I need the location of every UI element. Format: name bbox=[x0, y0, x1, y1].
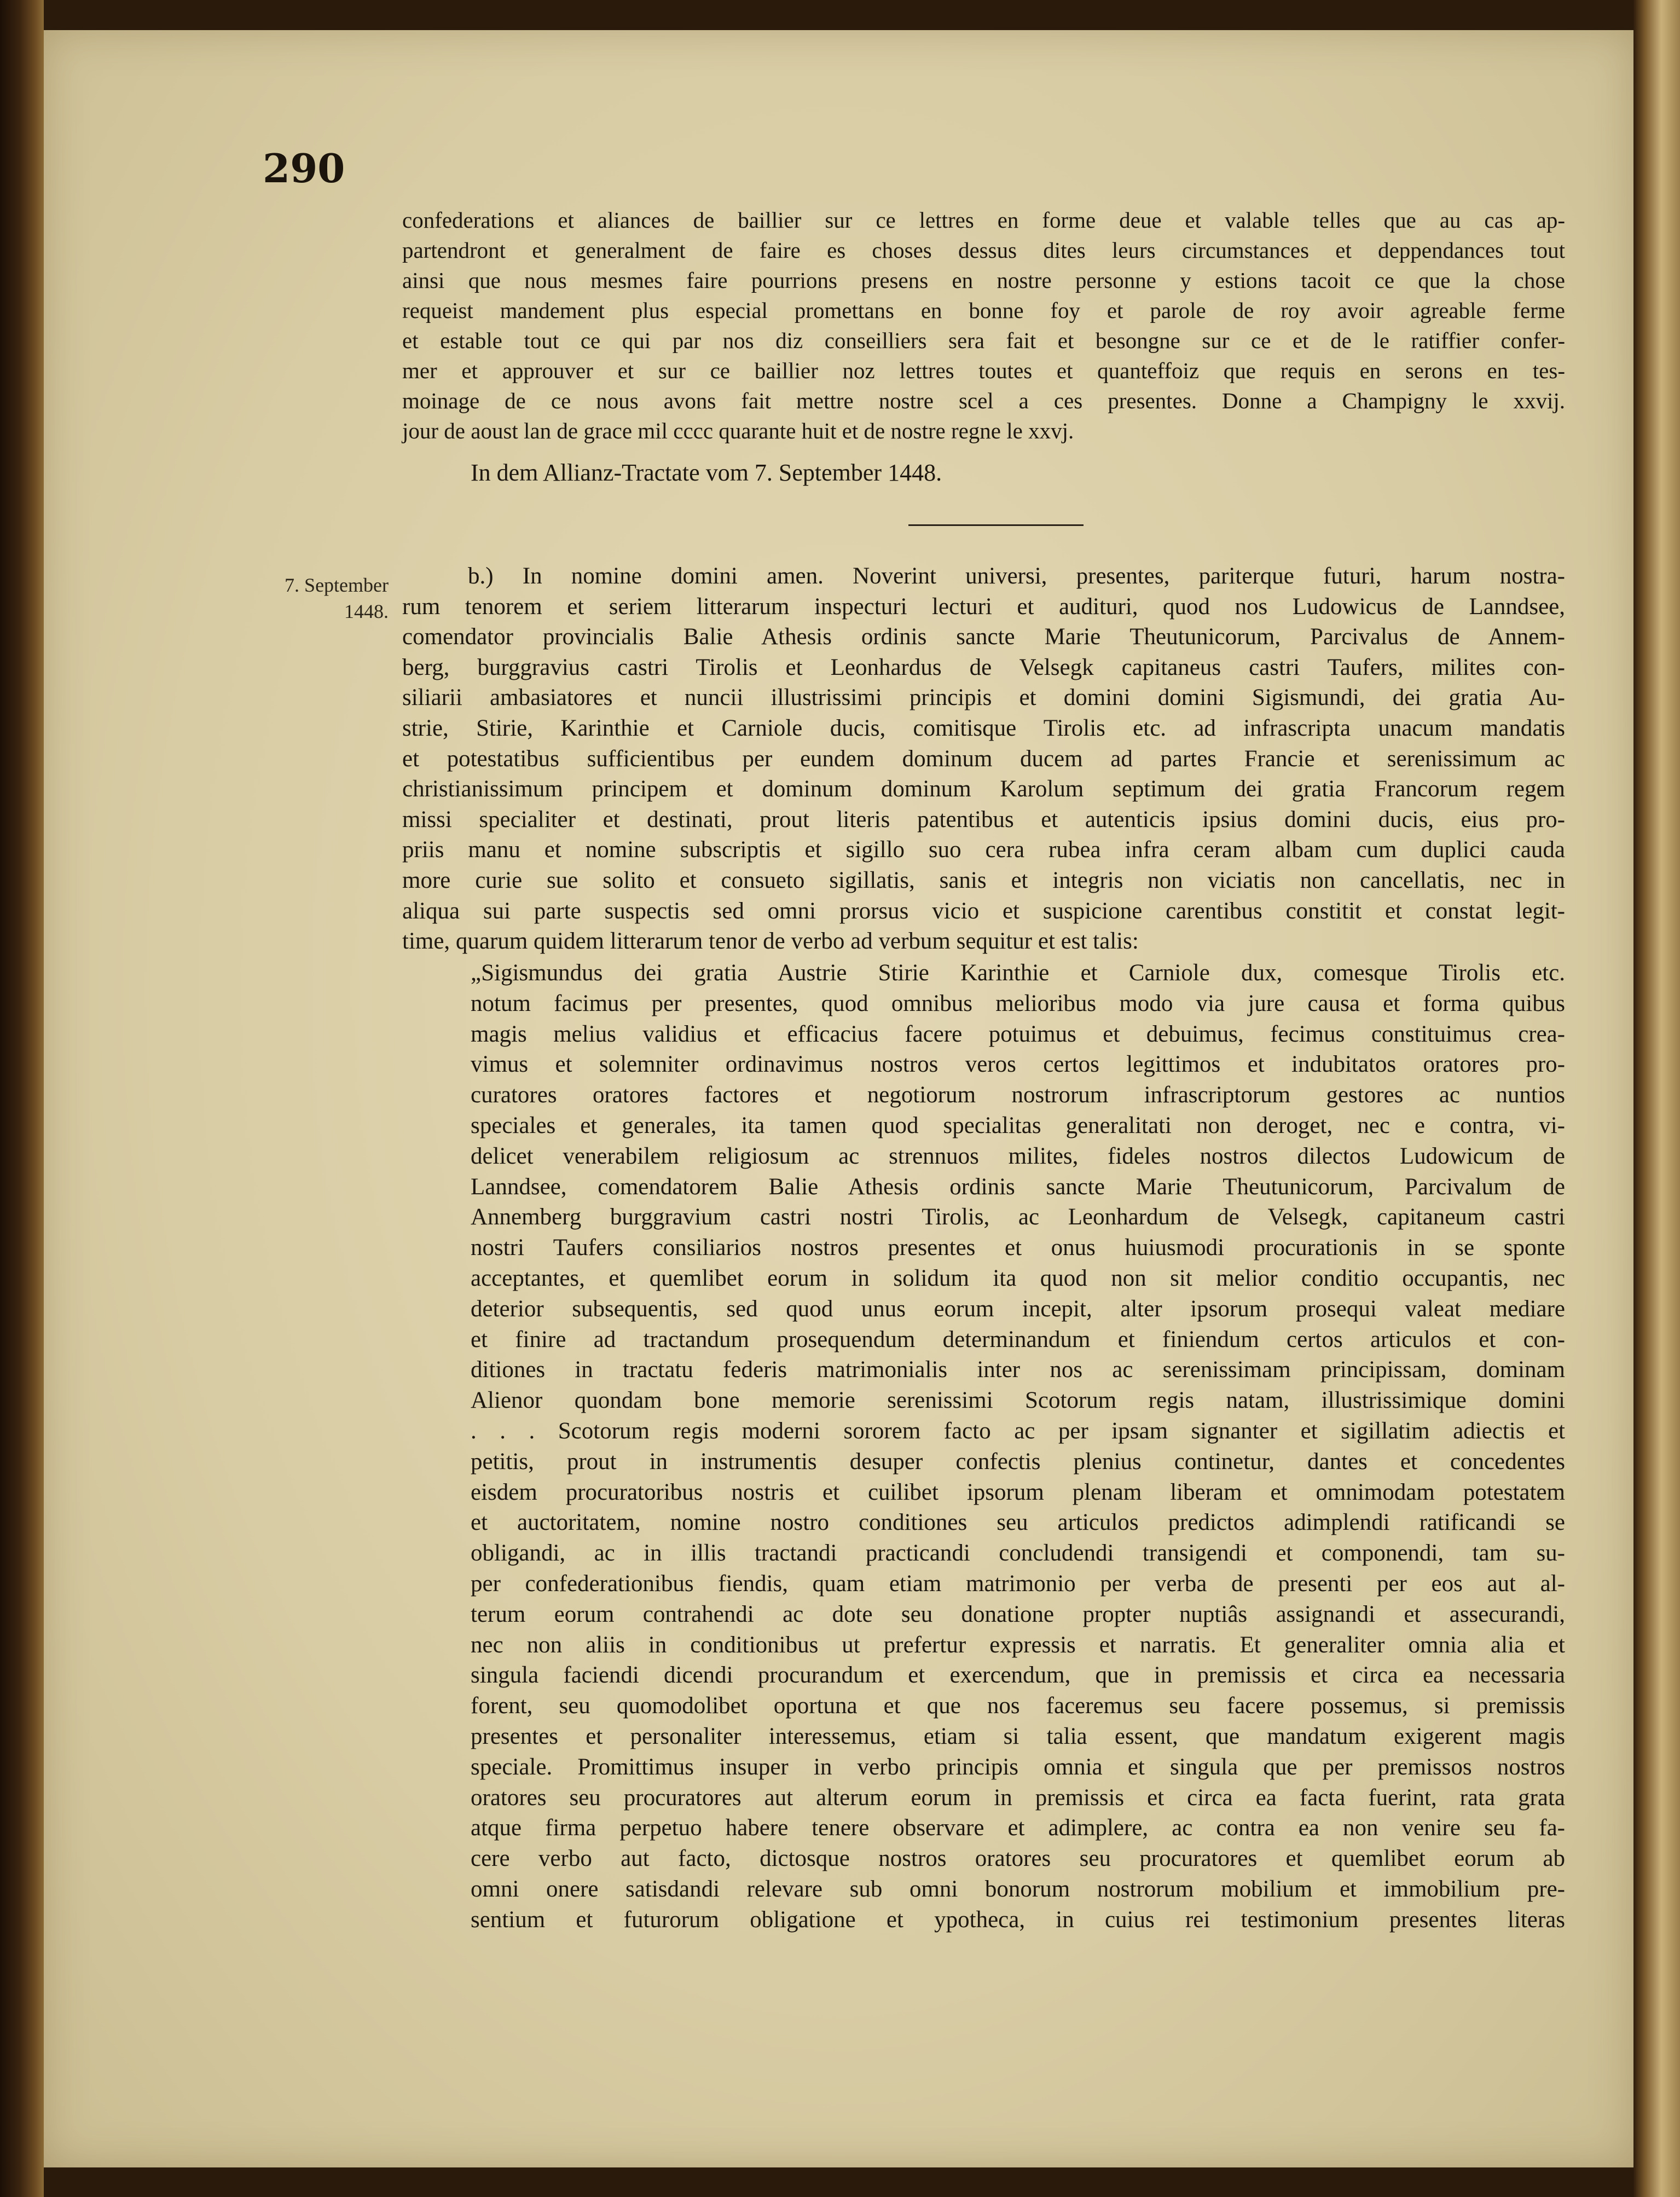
text-line: more curie sue solito et consueto sigillatis, sanis et integris non viciatis non cancellatis, nec in bbox=[402, 867, 1565, 893]
text-line: notum facimus per presentes, quod omnibus melioribus modo via jure causa et forma quibus bbox=[471, 990, 1565, 1016]
text-line: omni onere satisdandi relevare sub omni bonorum nostrorum mobilium et immobilium pre- bbox=[471, 1876, 1565, 1902]
text-line: Annemberg burggravium castri nostri Tirolis, ac Leonhardum de Velsegk, capitaneum castri bbox=[471, 1204, 1565, 1230]
text-line: et auctoritatem, nomine nostro conditiones seu articulos predictos adimplendi ratificandi se bbox=[471, 1510, 1565, 1536]
text-line: sentium et futurorum obligatione et ypotheca, in cuius rei testimonium presentes literas bbox=[471, 1906, 1565, 1933]
text-line: partendront et generalment de faire es choses dessus dites leurs circumstances et deppendances tout bbox=[402, 238, 1565, 263]
text-line: terum eorum contrahendi ac dote seu donatione propter nuptiâs assignandi et assecurandi, bbox=[471, 1601, 1565, 1627]
text-line: rum tenorem et seriem litterarum inspecturi lecturi et audituri, quod nos Ludowicus de Lanndsee, bbox=[402, 593, 1565, 620]
text-line: confederations et aliances de baillier sur ce lettres en forme deue et valable telles que au cas ap- bbox=[402, 207, 1565, 233]
text-line: ainsi que nous mesmes faire pourrions presens en nostre personne y estions tacoit ce que la chose bbox=[402, 268, 1565, 293]
text-line: moinage de ce nous avons fait mettre nostre scel a ces presentes. Donne a Champigny le xxvij. bbox=[402, 388, 1565, 413]
text-line: mer et approuver et sur ce baillier noz lettres toutes et quanteffoiz que requis en serons en tes- bbox=[402, 358, 1565, 383]
text-line: . . . Scotorum regis moderni sororem facto ac per ipsam signanter et sigillatim adiectis et bbox=[471, 1418, 1565, 1444]
book-page-edge-right bbox=[1633, 0, 1680, 2197]
quoted-mandate bbox=[471, 958, 1565, 1935]
text-line: „Sigismundus dei gratia Austrie Stirie Karinthie et Carniole dux, comesque Tirolis etc. bbox=[471, 960, 1565, 986]
book-spine-left bbox=[0, 0, 44, 2197]
text-line: deterior subsequentis, sed quod unus eorum incepit, alter ipsorum prosequi valeat mediare bbox=[471, 1296, 1565, 1322]
text-line: acceptantes, et quemlibet eorum in solidum ita quod non sit melior conditio occupantis, nec bbox=[471, 1265, 1565, 1291]
page-number: 290 bbox=[263, 145, 345, 192]
text-line: delicet venerabilem religiosum ac strennuos milites, fideles nostros dilectos Ludowicum de bbox=[471, 1143, 1565, 1169]
text-line: missi specialiter et destinati, prout literis patentibus et autenticis ipsius domini ducis, eius pro- bbox=[402, 806, 1565, 832]
paragraph-continued bbox=[402, 205, 1565, 446]
text-line: berg, burggravius castri Tirolis et Leonhardus de Velsegk capitaneus castri Taufers, milites con- bbox=[402, 654, 1565, 680]
text-line: et potestatibus sufficientibus per eundem dominum ducem ad partes Francie et serenissimum ac bbox=[402, 745, 1565, 772]
text-line: nostri Taufers consiliarios nostros presentes et onus huiusmodi procurationis in se sponte bbox=[471, 1235, 1565, 1261]
text-line: petitis, prout in instrumentis desuper confectis plenius continetur, dantes et concedentes bbox=[471, 1448, 1565, 1475]
section-heading: In dem Allianz-Tractate vom 7. September 1448. bbox=[471, 459, 942, 486]
text-line: priis manu et nomine subscriptis et sigillo suo cera rubea infra ceram albam cum duplici cauda bbox=[402, 837, 1565, 863]
text-line: singula faciendi dicendi procurandum et exercendum, que in premissis et circa ea necessaria bbox=[471, 1662, 1565, 1689]
text-line: nec non aliis in conditionibus ut prefertur expressis et narratis. Et generaliter omnia alia et bbox=[471, 1632, 1565, 1658]
text-line: speciales et generales, ita tamen quod specialitas generalitati non deroget, nec e contra, vi- bbox=[471, 1112, 1565, 1138]
text-line: christianissimum principem et dominum dominum Karolum septimum dei gratia Francorum regem bbox=[402, 776, 1565, 802]
text-line: forent, seu quomodolibet oportuna et que nos faceremus seu facere possemus, si premissis bbox=[471, 1693, 1565, 1719]
text-line: et finire ad tractandum prosequendum determinandum et finiendum certos articulos et con- bbox=[471, 1326, 1565, 1352]
text-line: requeist mandement plus especial promettans en bonne foy et parole de roy avoir agreable ferme bbox=[402, 298, 1565, 323]
text-line: strie, Stirie, Karinthie et Carniole ducis, comitisque Tirolis etc. ad infrascripta unacum mandatis bbox=[402, 715, 1565, 741]
margin-note-line: 1448. bbox=[344, 600, 389, 622]
text-line: jour de aoust lan de grace mil cccc quarante huit et de nostre regne le xxvj. bbox=[402, 418, 1074, 443]
text-line: presentes et personaliter interessemus, etiam si talia essent, que mandatum exigerent magis bbox=[471, 1723, 1565, 1749]
text-line: time, quarum quidem litterarum tenor de verbo ad verbum sequitur et est talis: bbox=[402, 928, 1139, 955]
section-divider bbox=[908, 524, 1084, 526]
text-line: vimus et solemniter ordinavimus nostros veros certos legittimos et indubitatos oratores pro- bbox=[471, 1051, 1565, 1078]
text-line: curatores oratores factores et negotiorum nostrorum infrascriptorum gestores ac nuntios bbox=[471, 1082, 1565, 1108]
text-line: per confederationibus fiendis, quam etiam matrimonio per verba de presenti per eos aut al- bbox=[471, 1570, 1565, 1597]
margin-date-note bbox=[257, 572, 389, 625]
paragraph-latin-preamble bbox=[402, 561, 1565, 957]
text-line: speciale. Promittimus insuper in verbo principis omnia et singula que per premissos nostros bbox=[471, 1754, 1565, 1780]
text-line: aliqua sui parte suspectis sed omni prorsus vicio et suspicione carentibus constitit et constat legit- bbox=[402, 898, 1565, 924]
text-line: comendator provincialis Balie Athesis ordinis sancte Marie Theutunicorum, Parcivalus de Annem- bbox=[402, 624, 1565, 650]
text-line: Alienor quondam bone memorie serenissimi Scotorum regis natam, illustrissimique domini bbox=[471, 1387, 1565, 1414]
text-line: siliarii ambasiatores et nuncii illustrissimi principis et domini domini Sigismundi, dei gratia Au- bbox=[402, 685, 1565, 711]
text-line: oratores seu procuratores aut alterum eorum in premissis et circa ea facta fuerint, rata grata bbox=[471, 1784, 1565, 1811]
text-line: Lanndsee, comendatorem Balie Athesis ordinis sancte Marie Theutunicorum, Parcivalum de bbox=[471, 1173, 1565, 1200]
text-line: eisdem procuratoribus nostris et cuilibet ipsorum plenam liberam et omnimodam potestatem bbox=[471, 1479, 1565, 1505]
text-line: et estable tout ce qui par nos diz conseilliers sera fait et besongne sur ce et de le ratiffier confer- bbox=[402, 328, 1565, 353]
text-line: obligandi, ac in illis tractandi practicandi concludendi transigendi et componendi, tam su- bbox=[471, 1540, 1565, 1566]
text-line: atque firma perpetuo habere tenere observare et adimplere, ac contra ea non venire seu fa- bbox=[471, 1815, 1565, 1841]
text-line: ditiones in tractatu federis matrimonialis inter nos ac serenissimam principissam, dominam bbox=[471, 1357, 1565, 1383]
margin-note-line: 7. September bbox=[285, 574, 389, 596]
text-line: cere verbo aut facto, dictosque nostros oratores seu procuratores et quemlibet eorum ab bbox=[471, 1846, 1565, 1872]
text-line: b.) In nomine domini amen. Noverint universi, presentes, pariterque futuri, harum nostra- bbox=[468, 563, 1565, 589]
text-line: magis melius validius et efficacius facere potuimus et debuimus, fecimus constituimus crea- bbox=[471, 1021, 1565, 1047]
